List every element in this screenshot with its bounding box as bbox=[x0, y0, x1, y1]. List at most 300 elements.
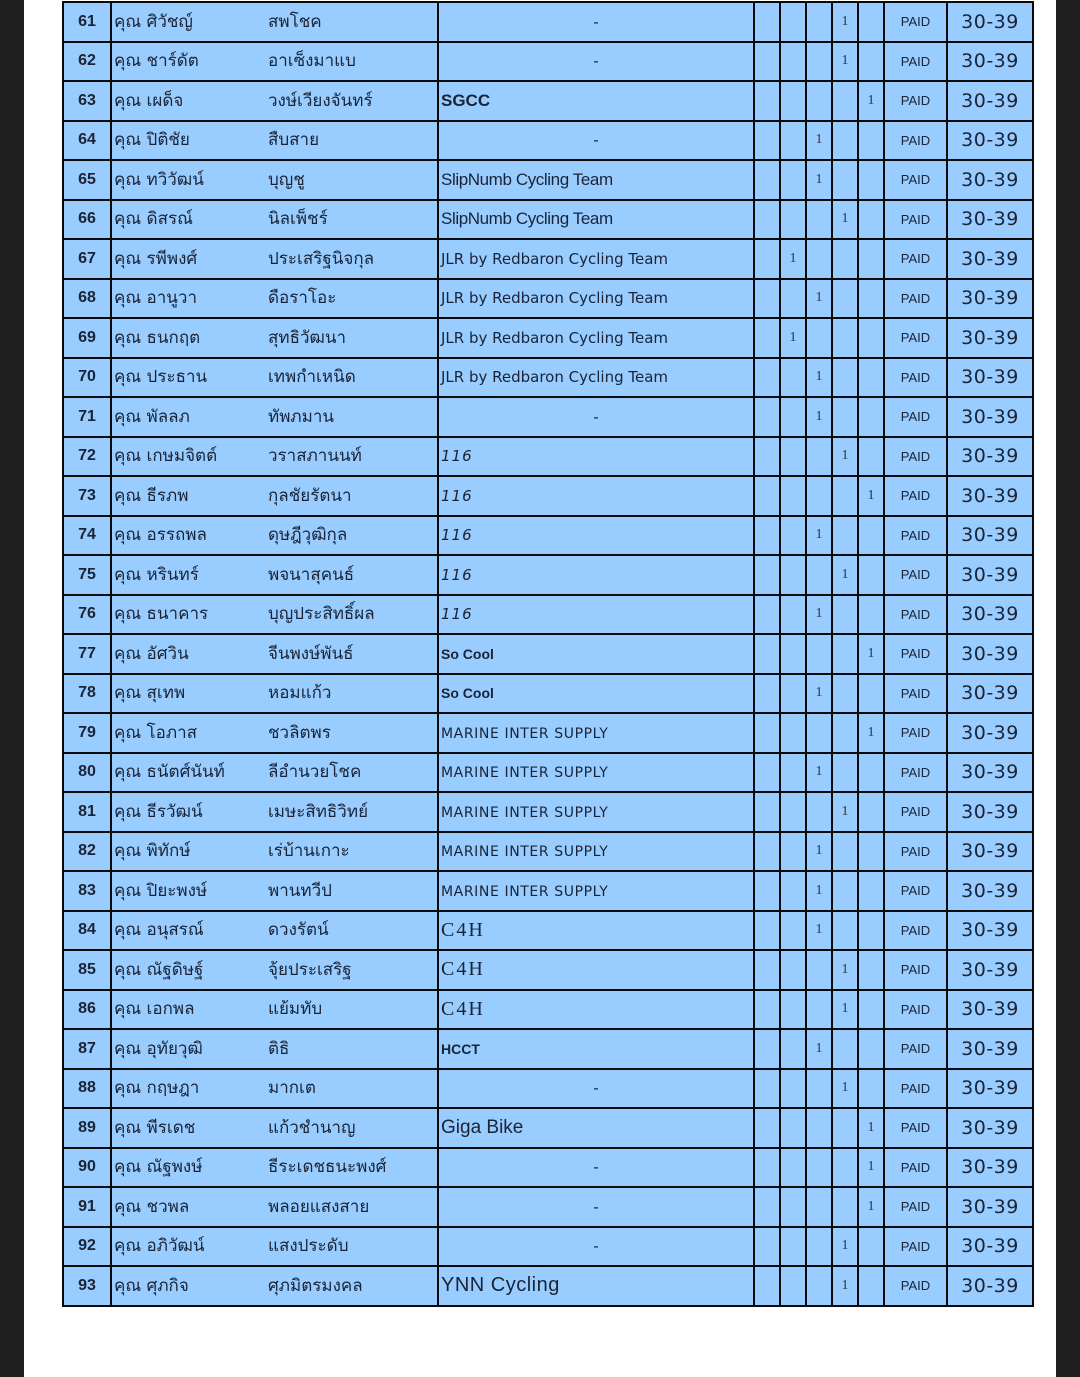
count-cell-2 bbox=[780, 1227, 806, 1267]
count-cell-1 bbox=[754, 397, 780, 437]
team-cell bbox=[438, 792, 754, 832]
age-group-cell: 30-39 bbox=[947, 239, 1033, 279]
name-cell bbox=[111, 279, 438, 319]
count-cell-2 bbox=[780, 1108, 806, 1148]
team-name: SGCC bbox=[441, 90, 491, 110]
count-cell-5 bbox=[858, 1069, 884, 1109]
table-row bbox=[63, 792, 1033, 832]
row-number-cell: 62 bbox=[63, 42, 111, 82]
payment-status-cell: PAID bbox=[884, 1187, 947, 1227]
row-number-cell: 61 bbox=[63, 2, 111, 42]
table-row bbox=[63, 397, 1033, 437]
payment-status-cell: PAID bbox=[884, 239, 947, 279]
age-group-cell: 30-39 bbox=[947, 950, 1033, 990]
last-name: เร่บ้านเกาะ bbox=[268, 841, 350, 862]
count-cell-1 bbox=[754, 160, 780, 200]
age-group-cell: 30-39 bbox=[947, 871, 1033, 911]
count-cell-4: 1 bbox=[832, 200, 858, 240]
team-cell bbox=[438, 990, 754, 1030]
count-cell-5: 1 bbox=[858, 476, 884, 516]
row-number-cell: 63 bbox=[63, 81, 111, 121]
table-row bbox=[63, 160, 1033, 200]
team-cell bbox=[438, 595, 754, 635]
name-cell bbox=[111, 2, 438, 42]
team-name: 116 bbox=[441, 605, 473, 624]
count-cell-1 bbox=[754, 476, 780, 516]
age-group-cell: 30-39 bbox=[947, 832, 1033, 872]
count-cell-5 bbox=[858, 1266, 884, 1306]
name-cell bbox=[111, 397, 438, 437]
table-row bbox=[63, 42, 1033, 82]
count-cell-4 bbox=[832, 1148, 858, 1188]
name-cell bbox=[111, 437, 438, 477]
payment-status-cell: PAID bbox=[884, 476, 947, 516]
count-cell-2 bbox=[780, 516, 806, 556]
count-cell-4 bbox=[832, 871, 858, 911]
count-cell-5 bbox=[858, 160, 884, 200]
first-name: คุณ เกษมจิตต์ bbox=[114, 446, 218, 467]
first-name: คุณ พีรเดช bbox=[114, 1117, 196, 1138]
last-name: กุลชัยรัตนา bbox=[268, 485, 352, 506]
payment-status-cell: PAID bbox=[884, 1227, 947, 1267]
count-cell-2 bbox=[780, 476, 806, 516]
name-cell bbox=[111, 595, 438, 635]
last-name: แก้วชำนาญ bbox=[268, 1117, 356, 1138]
count-cell-3: 1 bbox=[806, 160, 832, 200]
team-name: 116 bbox=[441, 526, 473, 545]
count-cell-1 bbox=[754, 634, 780, 674]
count-cell-1 bbox=[754, 911, 780, 951]
last-name: ศุภมิตรมงคล bbox=[268, 1275, 363, 1296]
count-cell-5 bbox=[858, 397, 884, 437]
table-row bbox=[63, 832, 1033, 872]
last-name: ประเสริฐนิจกุล bbox=[268, 248, 375, 269]
first-name: คุณ ธนัตศ์นันท์ bbox=[114, 762, 225, 783]
row-number-cell: 76 bbox=[63, 595, 111, 635]
count-cell-5 bbox=[858, 674, 884, 714]
payment-status-cell: PAID bbox=[884, 81, 947, 121]
count-cell-1 bbox=[754, 121, 780, 161]
count-cell-2 bbox=[780, 2, 806, 42]
name-cell bbox=[111, 1266, 438, 1306]
team-cell bbox=[438, 2, 754, 42]
first-name: คุณ อรรถพล bbox=[114, 525, 207, 546]
count-cell-2 bbox=[780, 555, 806, 595]
table-row bbox=[63, 279, 1033, 319]
table-row bbox=[63, 516, 1033, 556]
age-group-cell: 30-39 bbox=[947, 200, 1033, 240]
team-name: - bbox=[593, 53, 599, 71]
team-cell bbox=[438, 397, 754, 437]
count-cell-2: 1 bbox=[780, 239, 806, 279]
age-group-cell: 30-39 bbox=[947, 634, 1033, 674]
count-cell-5 bbox=[858, 200, 884, 240]
team-cell bbox=[438, 279, 754, 319]
table-row bbox=[63, 318, 1033, 358]
team-name: So Cool bbox=[441, 645, 494, 662]
count-cell-3 bbox=[806, 476, 832, 516]
count-cell-5 bbox=[858, 239, 884, 279]
row-number-cell: 74 bbox=[63, 516, 111, 556]
last-name: ธีระเดชธนะพงศ์ bbox=[268, 1157, 387, 1178]
name-cell bbox=[111, 950, 438, 990]
count-cell-1 bbox=[754, 1266, 780, 1306]
team-cell bbox=[438, 1187, 754, 1227]
first-name: คุณ ชวพล bbox=[114, 1196, 190, 1217]
last-name: ติธิ bbox=[268, 1038, 290, 1059]
last-name: ดวงรัตน์ bbox=[268, 920, 329, 941]
count-cell-5 bbox=[858, 832, 884, 872]
payment-status-cell: PAID bbox=[884, 1108, 947, 1148]
count-cell-4 bbox=[832, 81, 858, 121]
count-cell-2 bbox=[780, 1148, 806, 1188]
first-name: คุณ ธนกฤต bbox=[114, 327, 201, 348]
name-cell bbox=[111, 1108, 438, 1148]
name-cell bbox=[111, 1069, 438, 1109]
table-row bbox=[63, 555, 1033, 595]
count-cell-1 bbox=[754, 674, 780, 714]
count-cell-5 bbox=[858, 871, 884, 911]
row-number-cell: 80 bbox=[63, 753, 111, 793]
first-name: คุณ ศิวัชญ์ bbox=[114, 11, 193, 32]
count-cell-3 bbox=[806, 437, 832, 477]
first-name: คุณ อัศวิน bbox=[114, 643, 189, 664]
payment-status-cell: PAID bbox=[884, 713, 947, 753]
count-cell-4: 1 bbox=[832, 437, 858, 477]
first-name: คุณ ปิยะพงษ์ bbox=[114, 880, 208, 901]
count-cell-5 bbox=[858, 1227, 884, 1267]
count-cell-2 bbox=[780, 1187, 806, 1227]
team-cell bbox=[438, 832, 754, 872]
count-cell-4 bbox=[832, 318, 858, 358]
age-group-cell: 30-39 bbox=[947, 911, 1033, 951]
count-cell-1 bbox=[754, 950, 780, 990]
age-group-cell: 30-39 bbox=[947, 990, 1033, 1030]
team-cell bbox=[438, 1029, 754, 1069]
count-cell-2 bbox=[780, 279, 806, 319]
row-number-cell: 70 bbox=[63, 358, 111, 398]
team-cell bbox=[438, 1108, 754, 1148]
last-name: พจนาสุคนธ์ bbox=[268, 564, 355, 585]
team-name: So Cool bbox=[441, 685, 494, 702]
count-cell-2 bbox=[780, 81, 806, 121]
row-number-cell: 87 bbox=[63, 1029, 111, 1069]
first-name: คุณ โอภาส bbox=[114, 722, 198, 743]
count-cell-2 bbox=[780, 42, 806, 82]
age-group-cell: 30-39 bbox=[947, 121, 1033, 161]
count-cell-4: 1 bbox=[832, 1266, 858, 1306]
count-cell-3: 1 bbox=[806, 832, 832, 872]
name-cell bbox=[111, 1029, 438, 1069]
payment-status-cell: PAID bbox=[884, 832, 947, 872]
count-cell-1 bbox=[754, 200, 780, 240]
name-cell bbox=[111, 42, 438, 82]
first-name: คุณ ศุภกิจ bbox=[114, 1275, 189, 1296]
age-group-cell: 30-39 bbox=[947, 595, 1033, 635]
last-name: แย้มทับ bbox=[268, 999, 323, 1020]
count-cell-1 bbox=[754, 358, 780, 398]
count-cell-2 bbox=[780, 595, 806, 635]
table-row bbox=[63, 2, 1033, 42]
team-name: C4H bbox=[441, 997, 485, 1020]
age-group-cell: 30-39 bbox=[947, 160, 1033, 200]
team-name: JLR by Redbaron Cycling Team bbox=[441, 328, 669, 347]
first-name: คุณ ชาร์ดัต bbox=[114, 51, 199, 72]
row-number-cell: 75 bbox=[63, 555, 111, 595]
team-name: - bbox=[593, 408, 599, 426]
row-number-cell: 77 bbox=[63, 634, 111, 674]
team-cell bbox=[438, 42, 754, 82]
count-cell-3: 1 bbox=[806, 1029, 832, 1069]
age-group-cell: 30-39 bbox=[947, 555, 1033, 595]
age-group-cell: 30-39 bbox=[947, 397, 1033, 437]
count-cell-4 bbox=[832, 279, 858, 319]
table-row bbox=[63, 595, 1033, 635]
count-cell-3: 1 bbox=[806, 516, 832, 556]
count-cell-4 bbox=[832, 1187, 858, 1227]
count-cell-3 bbox=[806, 200, 832, 240]
team-cell bbox=[438, 160, 754, 200]
first-name: คุณ เอกพล bbox=[114, 999, 195, 1020]
count-cell-5: 1 bbox=[858, 1108, 884, 1148]
row-number-cell: 86 bbox=[63, 990, 111, 1030]
count-cell-4: 1 bbox=[832, 792, 858, 832]
team-cell bbox=[438, 950, 754, 990]
count-cell-4 bbox=[832, 397, 858, 437]
count-cell-4 bbox=[832, 832, 858, 872]
count-cell-3 bbox=[806, 1187, 832, 1227]
table-row bbox=[63, 239, 1033, 279]
count-cell-3: 1 bbox=[806, 397, 832, 437]
name-cell bbox=[111, 160, 438, 200]
count-cell-1 bbox=[754, 239, 780, 279]
count-cell-1 bbox=[754, 279, 780, 319]
count-cell-5 bbox=[858, 42, 884, 82]
count-cell-2 bbox=[780, 792, 806, 832]
count-cell-5 bbox=[858, 516, 884, 556]
table-row bbox=[63, 1266, 1033, 1306]
last-name: วราสภานนท์ bbox=[268, 446, 362, 467]
last-name: พลอยแสงสาย bbox=[268, 1196, 370, 1217]
row-number-cell: 82 bbox=[63, 832, 111, 872]
last-name: เมษะสิทธิวิทย์ bbox=[268, 801, 369, 822]
payment-status-cell: PAID bbox=[884, 595, 947, 635]
count-cell-4 bbox=[832, 674, 858, 714]
table-row bbox=[63, 753, 1033, 793]
first-name: คุณ ธนาคาร bbox=[114, 604, 209, 625]
row-number-cell: 83 bbox=[63, 871, 111, 911]
name-cell bbox=[111, 832, 438, 872]
count-cell-2 bbox=[780, 832, 806, 872]
count-cell-2 bbox=[780, 160, 806, 200]
team-name: MARINE INTER SUPPLY bbox=[441, 725, 609, 742]
name-cell bbox=[111, 871, 438, 911]
count-cell-3: 1 bbox=[806, 121, 832, 161]
count-cell-4: 1 bbox=[832, 1069, 858, 1109]
registration-table-body bbox=[63, 2, 1033, 1306]
count-cell-4 bbox=[832, 713, 858, 753]
name-cell bbox=[111, 476, 438, 516]
age-group-cell: 30-39 bbox=[947, 1029, 1033, 1069]
row-number-cell: 88 bbox=[63, 1069, 111, 1109]
name-cell bbox=[111, 318, 438, 358]
count-cell-1 bbox=[754, 713, 780, 753]
last-name: ดุษฎีวุฒิกุล bbox=[268, 525, 348, 546]
count-cell-3 bbox=[806, 990, 832, 1030]
count-cell-1 bbox=[754, 832, 780, 872]
team-name: HCCT bbox=[441, 1040, 480, 1057]
count-cell-3 bbox=[806, 950, 832, 990]
payment-status-cell: PAID bbox=[884, 318, 947, 358]
count-cell-4 bbox=[832, 239, 858, 279]
count-cell-5: 1 bbox=[858, 634, 884, 674]
last-name: สุทธิวัฒนา bbox=[268, 327, 347, 348]
count-cell-1 bbox=[754, 1148, 780, 1188]
count-cell-3 bbox=[806, 792, 832, 832]
first-name: คุณ อุทัยวุฒิ bbox=[114, 1038, 203, 1059]
first-name: คุณ พิทักษ์ bbox=[114, 841, 191, 862]
first-name: คุณ ณัฐพงษ์ bbox=[114, 1157, 203, 1178]
first-name: คุณ ดิสรณ์ bbox=[114, 209, 193, 230]
count-cell-5 bbox=[858, 437, 884, 477]
payment-status-cell: PAID bbox=[884, 1148, 947, 1188]
count-cell-4 bbox=[832, 358, 858, 398]
count-cell-5 bbox=[858, 595, 884, 635]
count-cell-3: 1 bbox=[806, 595, 832, 635]
age-group-cell: 30-39 bbox=[947, 437, 1033, 477]
payment-status-cell: PAID bbox=[884, 555, 947, 595]
first-name: คุณ กฤษฎา bbox=[114, 1078, 200, 1099]
count-cell-2 bbox=[780, 990, 806, 1030]
team-name: 116 bbox=[441, 486, 473, 505]
row-number-cell: 72 bbox=[63, 437, 111, 477]
payment-status-cell: PAID bbox=[884, 397, 947, 437]
payment-status-cell: PAID bbox=[884, 674, 947, 714]
payment-status-cell: PAID bbox=[884, 634, 947, 674]
count-cell-1 bbox=[754, 437, 780, 477]
payment-status-cell: PAID bbox=[884, 42, 947, 82]
team-cell bbox=[438, 713, 754, 753]
team-cell bbox=[438, 753, 754, 793]
count-cell-4: 1 bbox=[832, 42, 858, 82]
count-cell-3 bbox=[806, 555, 832, 595]
name-cell bbox=[111, 200, 438, 240]
count-cell-5 bbox=[858, 1029, 884, 1069]
team-name: MARINE INTER SUPPLY bbox=[441, 804, 609, 821]
payment-status-cell: PAID bbox=[884, 1029, 947, 1069]
name-cell bbox=[111, 1227, 438, 1267]
first-name: คุณ ธีรวัฒน์ bbox=[114, 801, 203, 822]
registration-table bbox=[62, 1, 1034, 1307]
table-row bbox=[63, 476, 1033, 516]
count-cell-5 bbox=[858, 990, 884, 1030]
count-cell-4 bbox=[832, 121, 858, 161]
count-cell-5 bbox=[858, 950, 884, 990]
payment-status-cell: PAID bbox=[884, 950, 947, 990]
count-cell-2 bbox=[780, 634, 806, 674]
count-cell-2 bbox=[780, 358, 806, 398]
team-name: JLR by Redbaron Cycling Team bbox=[441, 249, 669, 268]
payment-status-cell: PAID bbox=[884, 279, 947, 319]
count-cell-5: 1 bbox=[858, 1148, 884, 1188]
name-cell bbox=[111, 990, 438, 1030]
first-name: คุณ พัลลภ bbox=[114, 406, 190, 427]
team-cell bbox=[438, 437, 754, 477]
team-cell bbox=[438, 200, 754, 240]
team-name: 116 bbox=[441, 565, 473, 584]
count-cell-4: 1 bbox=[832, 990, 858, 1030]
team-cell bbox=[438, 871, 754, 911]
table-row bbox=[63, 437, 1033, 477]
count-cell-5 bbox=[858, 279, 884, 319]
count-cell-4: 1 bbox=[832, 1227, 858, 1267]
count-cell-2 bbox=[780, 397, 806, 437]
payment-status-cell: PAID bbox=[884, 516, 947, 556]
count-cell-3 bbox=[806, 1266, 832, 1306]
row-number-cell: 89 bbox=[63, 1108, 111, 1148]
age-group-cell: 30-39 bbox=[947, 516, 1033, 556]
payment-status-cell: PAID bbox=[884, 871, 947, 911]
age-group-cell: 30-39 bbox=[947, 358, 1033, 398]
count-cell-1 bbox=[754, 555, 780, 595]
age-group-cell: 30-39 bbox=[947, 476, 1033, 516]
table-row bbox=[63, 871, 1033, 911]
last-name: พานทวีป bbox=[268, 880, 332, 901]
last-name: ดือราโอะ bbox=[268, 288, 337, 309]
team-cell bbox=[438, 634, 754, 674]
count-cell-5 bbox=[858, 318, 884, 358]
row-number-cell: 78 bbox=[63, 674, 111, 714]
row-number-cell: 66 bbox=[63, 200, 111, 240]
row-number-cell: 69 bbox=[63, 318, 111, 358]
table-row bbox=[63, 1227, 1033, 1267]
count-cell-1 bbox=[754, 595, 780, 635]
first-name: คุณ อนุสรณ์ bbox=[114, 920, 204, 941]
last-name: ทัพภมาน bbox=[268, 406, 334, 427]
age-group-cell: 30-39 bbox=[947, 753, 1033, 793]
team-cell bbox=[438, 674, 754, 714]
count-cell-2 bbox=[780, 950, 806, 990]
team-name: YNN Cycling bbox=[441, 1274, 560, 1297]
count-cell-4 bbox=[832, 1108, 858, 1148]
payment-status-cell: PAID bbox=[884, 121, 947, 161]
last-name: แสงประดับ bbox=[268, 1236, 349, 1257]
team-name: - bbox=[593, 1198, 599, 1216]
team-name: - bbox=[593, 132, 599, 150]
age-group-cell: 30-39 bbox=[947, 279, 1033, 319]
count-cell-2 bbox=[780, 200, 806, 240]
count-cell-3 bbox=[806, 1108, 832, 1148]
count-cell-2 bbox=[780, 753, 806, 793]
name-cell bbox=[111, 358, 438, 398]
team-name: 116 bbox=[441, 447, 473, 466]
name-cell bbox=[111, 753, 438, 793]
team-cell bbox=[438, 1148, 754, 1188]
table-row bbox=[63, 1108, 1033, 1148]
age-group-cell: 30-39 bbox=[947, 674, 1033, 714]
age-group-cell: 30-39 bbox=[947, 1108, 1033, 1148]
last-name: อาเซ็งมาแบ bbox=[268, 51, 356, 72]
row-number-cell: 67 bbox=[63, 239, 111, 279]
last-name: หอมแก้ว bbox=[268, 683, 332, 704]
count-cell-2 bbox=[780, 674, 806, 714]
team-name: - bbox=[593, 1238, 599, 1256]
last-name: ลีอำนวยโชค bbox=[268, 762, 362, 783]
count-cell-3 bbox=[806, 318, 832, 358]
team-name: - bbox=[593, 13, 599, 31]
payment-status-cell: PAID bbox=[884, 200, 947, 240]
team-name: MARINE INTER SUPPLY bbox=[441, 844, 609, 861]
